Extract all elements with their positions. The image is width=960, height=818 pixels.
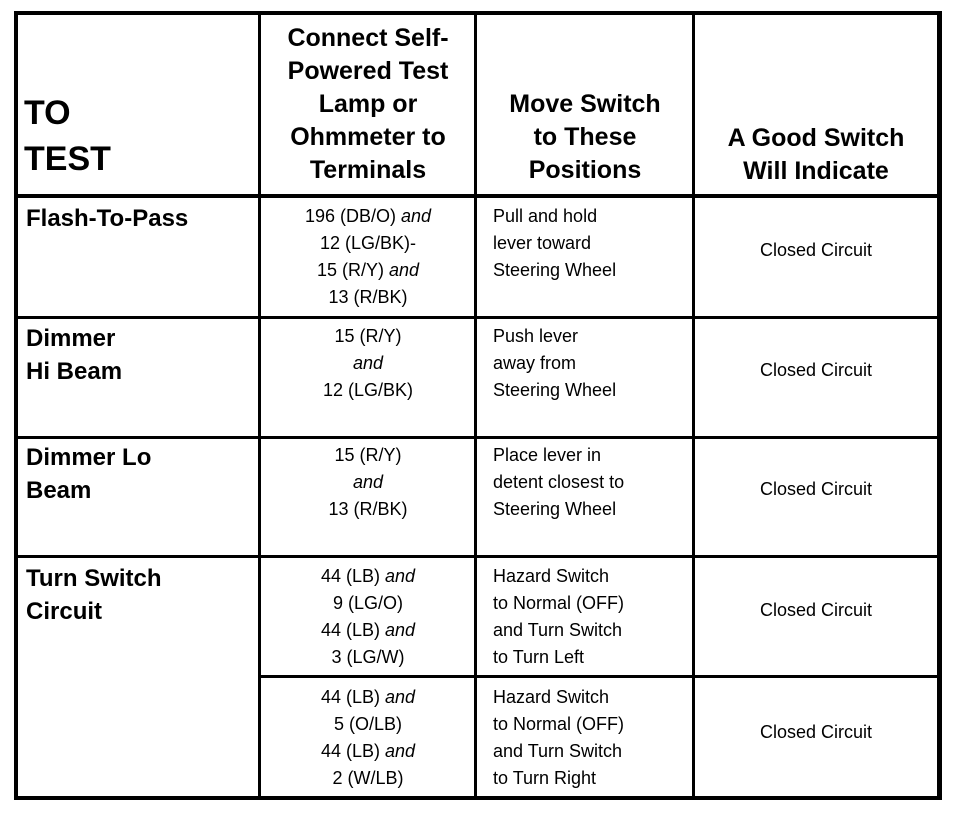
- cell-text: 13 (R/BK): [328, 499, 408, 519]
- position-line: away from: [493, 353, 577, 373]
- row-divider: [260, 675, 942, 678]
- row-positions: [493, 323, 689, 404]
- terminal-line: [262, 563, 474, 590]
- header-terminals-line: Connect Self-: [287, 24, 449, 52]
- header-terminals-line: Terminals: [309, 156, 427, 184]
- cell-text: 44 (LB): [320, 687, 385, 707]
- terminal-line: [262, 617, 474, 644]
- row-test-label-line: Flash-To-Pass: [26, 205, 189, 232]
- row-test-label-line: Dimmer: [26, 325, 116, 352]
- position-line: Hazard Switch: [493, 566, 610, 586]
- row-test-label-line: Hi Beam: [26, 358, 123, 385]
- position-line: to Normal (OFF): [493, 593, 625, 613]
- terminal-line: [262, 230, 474, 257]
- terminal-line: [262, 711, 474, 738]
- terminal-line: [262, 203, 474, 230]
- cell-text: 13 (R/BK): [328, 287, 408, 307]
- cell-text: 15 (R/Y): [316, 260, 389, 280]
- row-test-label-line: Circuit: [26, 598, 103, 625]
- terminal-line: [262, 684, 474, 711]
- header-terminals: [262, 22, 474, 187]
- terminal-line: [262, 323, 474, 350]
- terminal-line: [262, 442, 474, 469]
- position-line: to Normal (OFF): [493, 714, 625, 734]
- terminal-line: [262, 350, 474, 377]
- row-indicate: Closed Circuit: [759, 240, 873, 260]
- header-positions-line: Positions: [528, 156, 642, 184]
- terminal-line: [262, 644, 474, 671]
- row-test-label-line: Beam: [26, 477, 92, 504]
- row-terminals: [262, 323, 474, 404]
- header-to-test-line: TO: [24, 94, 71, 132]
- terminal-line: [262, 496, 474, 523]
- header-positions-line: Move Switch: [509, 90, 661, 118]
- header-terminals-line: Ohmmeter to: [290, 123, 446, 151]
- row-test-label-line: Dimmer Lo: [26, 444, 152, 471]
- header-to-test-line: TEST: [24, 140, 111, 178]
- cell-text: and: [388, 260, 420, 280]
- row-positions: [493, 203, 689, 284]
- cell-text: 12 (LG/BK): [322, 380, 414, 400]
- cell-text: 5 (O/LB): [333, 714, 403, 734]
- row-positions: [493, 684, 689, 792]
- cell-text: 15 (R/Y): [334, 445, 402, 465]
- header-positions-line: to These: [533, 123, 637, 151]
- row-positions: [493, 563, 689, 671]
- position-line: Steering Wheel: [493, 260, 617, 280]
- header-indicate: [696, 122, 936, 188]
- header-to-test: [24, 90, 254, 182]
- column-divider: [258, 11, 261, 800]
- cell-text: and: [352, 472, 384, 492]
- cell-text: and: [384, 687, 416, 707]
- position-line: and Turn Switch: [493, 620, 623, 640]
- position-line: detent closest to: [493, 472, 625, 492]
- position-line: Push lever: [493, 326, 579, 346]
- row-terminals: [262, 563, 474, 671]
- position-line: to Turn Right: [493, 768, 597, 788]
- row-divider: [14, 555, 942, 558]
- terminal-line: [262, 257, 474, 284]
- terminal-line: [262, 590, 474, 617]
- column-divider: [692, 11, 695, 800]
- row-test-label: [26, 562, 256, 628]
- cell-text: 44 (LB): [320, 620, 385, 640]
- header-divider: [14, 194, 942, 198]
- cell-text: 12 (LG/BK)-: [319, 233, 417, 253]
- header-indicate-line: A Good Switch: [727, 124, 905, 152]
- cell-text: and: [352, 353, 384, 373]
- cell-text: 9 (LG/O): [332, 593, 403, 613]
- position-line: Hazard Switch: [493, 687, 610, 707]
- cell-text: and: [400, 206, 432, 226]
- header-terminals-line: Lamp or: [318, 90, 418, 118]
- position-line: Steering Wheel: [493, 380, 617, 400]
- terminal-line: [262, 377, 474, 404]
- cell-text: and: [384, 741, 416, 761]
- position-line: to Turn Left: [493, 647, 585, 667]
- terminal-line: [262, 469, 474, 496]
- row-indicate: Closed Circuit: [759, 722, 873, 742]
- cell-text: 44 (LB): [320, 741, 385, 761]
- row-divider: [14, 436, 942, 439]
- row-terminals: [262, 203, 474, 311]
- row-terminals: [262, 684, 474, 792]
- header-positions: [478, 88, 692, 187]
- cell-text: and: [384, 620, 416, 640]
- row-test-label: [26, 322, 256, 388]
- row-terminals: [262, 442, 474, 523]
- header-indicate-line: Will Indicate: [743, 157, 889, 185]
- position-line: Steering Wheel: [493, 499, 617, 519]
- terminal-line: [262, 738, 474, 765]
- cell-text: 2 (W/LB): [332, 768, 404, 788]
- row-test-label: [26, 441, 256, 507]
- position-line: Place lever in: [493, 445, 602, 465]
- row-test-label: [26, 202, 256, 235]
- row-indicate: Closed Circuit: [759, 360, 873, 380]
- cell-text: and: [384, 566, 416, 586]
- row-indicate: Closed Circuit: [759, 600, 873, 620]
- cell-text: 3 (LG/W): [331, 647, 405, 667]
- cell-text: 15 (R/Y): [334, 326, 402, 346]
- row-test-label-line: Turn Switch: [26, 565, 162, 592]
- cell-text: 196 (DB/O): [304, 206, 401, 226]
- terminal-line: [262, 765, 474, 792]
- column-divider: [474, 11, 477, 800]
- position-line: Pull and hold: [493, 206, 598, 226]
- row-indicate: Closed Circuit: [759, 479, 873, 499]
- row-divider: [14, 316, 942, 319]
- terminal-line: [262, 284, 474, 311]
- position-line: lever toward: [493, 233, 592, 253]
- cell-text: 44 (LB): [320, 566, 385, 586]
- position-line: and Turn Switch: [493, 741, 623, 761]
- row-positions: [493, 442, 689, 523]
- header-terminals-line: Powered Test: [287, 57, 449, 85]
